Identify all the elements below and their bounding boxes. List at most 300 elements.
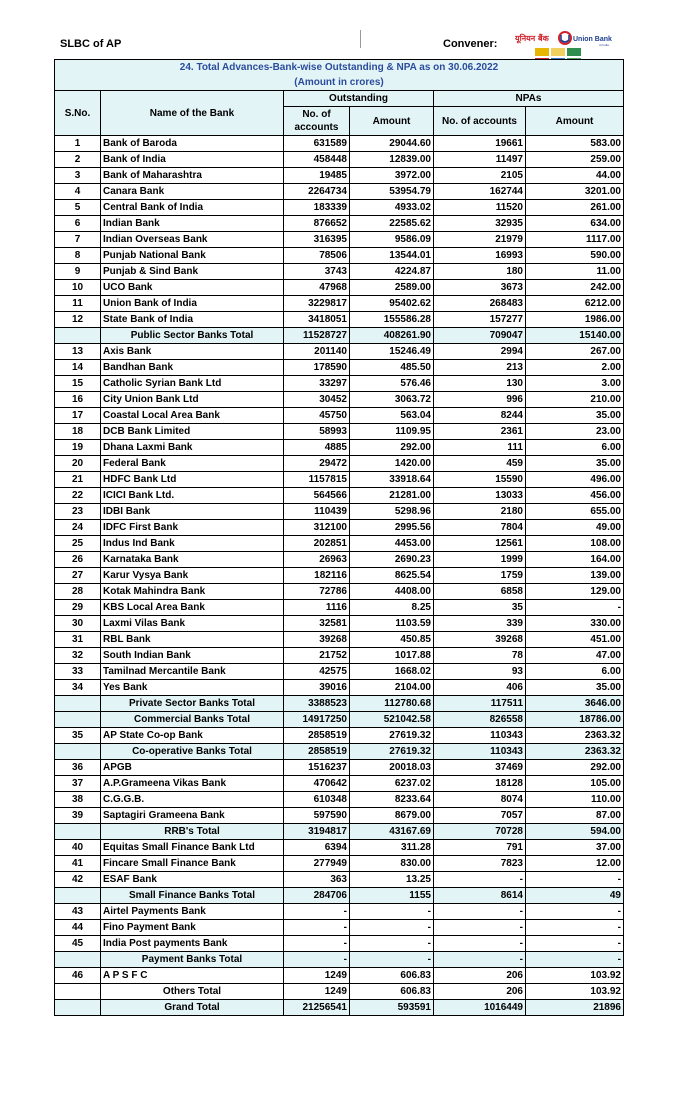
cell-bank-name: Laxmi Vilas Bank [101,616,284,632]
cell-bank-name: Indian Overseas Bank [101,232,284,248]
cell-sno [55,744,101,760]
cell-npa-amount: 103.92 [526,984,624,1000]
cell-npa-amount: 242.00 [526,280,624,296]
cell-sno [55,888,101,904]
cell-npa-accounts: 12561 [434,536,526,552]
cell-accounts: 458448 [284,152,350,168]
table-title-line2: (Amount in crores) [294,77,384,88]
cell-bank-name: KBS Local Area Bank [101,600,284,616]
cell-accounts: 178590 [284,360,350,376]
cell-amount: 485.50 [350,360,434,376]
cell-amount: 606.83 [350,968,434,984]
cell-npa-accounts: 37469 [434,760,526,776]
cell-bank-name: Commercial Banks Total [101,712,284,728]
cell-amount: 830.00 [350,856,434,872]
cell-npa-amount: 87.00 [526,808,624,824]
cell-sno: 2 [55,152,101,168]
cell-npa-amount: 110.00 [526,792,624,808]
cell-bank-name: Punjab & Sind Bank [101,264,284,280]
cell-amount: 20018.03 [350,760,434,776]
cell-npa-accounts: 2361 [434,424,526,440]
cell-npa-accounts: 70728 [434,824,526,840]
cell-npa-amount: 2363.32 [526,744,624,760]
cell-accounts: 597590 [284,808,350,824]
cell-npa-amount: 3646.00 [526,696,624,712]
cell-accounts: 610348 [284,792,350,808]
subtotal-row [55,952,624,968]
table-row [55,856,624,872]
cell-npa-accounts: 162744 [434,184,526,200]
cell-npa-amount: 634.00 [526,216,624,232]
cell-npa-amount: 139.00 [526,568,624,584]
cell-npa-accounts: 206 [434,984,526,1000]
subtotal-row [55,888,624,904]
table-row [55,472,624,488]
cell-bank-name: Grand Total [101,1000,284,1016]
cell-amount: 8.25 [350,600,434,616]
cell-amount: 53954.79 [350,184,434,200]
cell-sno: 10 [55,280,101,296]
cell-accounts: 2858519 [284,744,350,760]
cell-npa-accounts: 7823 [434,856,526,872]
cell-npa-accounts: 213 [434,360,526,376]
cell-bank-name: Others Total [101,984,284,1000]
table-row [55,776,624,792]
cell-npa-accounts: - [434,936,526,952]
cell-npa-amount: 47.00 [526,648,624,664]
cell-bank-name: Union Bank of India [101,296,284,312]
cell-npa-accounts: 826558 [434,712,526,728]
cell-npa-amount: 108.00 [526,536,624,552]
cell-bank-name: Indus Ind Bank [101,536,284,552]
cell-accounts: 3194817 [284,824,350,840]
cell-npa-amount: 590.00 [526,248,624,264]
cell-amount: 1420.00 [350,456,434,472]
cell-sno: 40 [55,840,101,856]
cell-amount: 3063.72 [350,392,434,408]
cell-sno: 39 [55,808,101,824]
cell-npa-amount: 23.00 [526,424,624,440]
cell-sno: 8 [55,248,101,264]
cell-amount: 155586.28 [350,312,434,328]
table-row [55,440,624,456]
table-row [55,312,624,328]
cell-sno: 23 [55,504,101,520]
cell-sno: 22 [55,488,101,504]
col-header-npa-no-accounts: No. of accounts [434,107,526,136]
cell-amount: 1668.02 [350,664,434,680]
cell-sno: 32 [55,648,101,664]
table-title [55,60,624,91]
cell-npa-accounts: 110343 [434,728,526,744]
cell-accounts: 21752 [284,648,350,664]
cell-npa-accounts: 339 [434,616,526,632]
grand-total-row [55,1000,624,1016]
cell-npa-accounts: 6858 [434,584,526,600]
cell-bank-name: Fincare Small Finance Bank [101,856,284,872]
table-row [55,392,624,408]
cell-sno [55,712,101,728]
cell-npa-accounts: 110343 [434,744,526,760]
table-row [55,808,624,824]
cell-sno: 11 [55,296,101,312]
cell-bank-name: Federal Bank [101,456,284,472]
table-row [55,376,624,392]
cell-npa-accounts: 11497 [434,152,526,168]
cell-bank-name: Co-operative Banks Total [101,744,284,760]
cell-amount: 13.25 [350,872,434,888]
cell-npa-accounts: 78 [434,648,526,664]
cell-accounts: 284706 [284,888,350,904]
table-row [55,344,624,360]
cell-bank-name: Kotak Mahindra Bank [101,584,284,600]
cell-npa-accounts: 32935 [434,216,526,232]
cell-npa-amount: 259.00 [526,152,624,168]
cell-amount: 29044.60 [350,136,434,152]
header-convener-label: Convener: [443,38,498,50]
cell-amount: 1109.95 [350,424,434,440]
cell-npa-amount: - [526,904,624,920]
cell-npa-amount: 3.00 [526,376,624,392]
cell-npa-amount: 6.00 [526,440,624,456]
cell-npa-amount: 18786.00 [526,712,624,728]
cell-sno: 4 [55,184,101,200]
cell-bank-name: Public Sector Banks Total [101,328,284,344]
cell-npa-accounts: 8244 [434,408,526,424]
table-row [55,616,624,632]
cell-accounts: 26963 [284,552,350,568]
cell-accounts: 1249 [284,984,350,1000]
col-header-sno: S.No. [55,91,101,136]
cell-sno: 24 [55,520,101,536]
cell-sno [55,824,101,840]
cell-accounts: 45750 [284,408,350,424]
cell-accounts: 33297 [284,376,350,392]
cell-bank-name: C.G.G.B. [101,792,284,808]
table-row [55,584,624,600]
cell-bank-name: Private Sector Banks Total [101,696,284,712]
cell-npa-accounts: 8074 [434,792,526,808]
cell-npa-amount: 655.00 [526,504,624,520]
subtotal-row [55,712,624,728]
table-row [55,936,624,952]
cell-npa-accounts: 15590 [434,472,526,488]
cell-npa-amount: 44.00 [526,168,624,184]
cell-sno: 5 [55,200,101,216]
cell-npa-amount: 11.00 [526,264,624,280]
cell-sno [55,1000,101,1016]
cell-npa-accounts: 3673 [434,280,526,296]
cell-npa-accounts: 268483 [434,296,526,312]
header-divider [360,30,361,48]
cell-accounts: 21256541 [284,1000,350,1016]
cell-npa-accounts: 459 [434,456,526,472]
cell-bank-name: Bank of Maharashtra [101,168,284,184]
cell-npa-amount: 1117.00 [526,232,624,248]
cell-accounts: 4885 [284,440,350,456]
cell-npa-amount: 15140.00 [526,328,624,344]
table-row [55,792,624,808]
cell-accounts: 1516237 [284,760,350,776]
cell-bank-name: India Post payments Bank [101,936,284,952]
cell-npa-amount: 35.00 [526,680,624,696]
cell-amount: 2995.56 [350,520,434,536]
cell-bank-name: Karur Vysya Bank [101,568,284,584]
cell-npa-accounts: 7057 [434,808,526,824]
cell-npa-amount: 49 [526,888,624,904]
cell-amount: 27619.32 [350,744,434,760]
cell-npa-amount: 129.00 [526,584,624,600]
cell-sno: 7 [55,232,101,248]
cell-npa-amount: 583.00 [526,136,624,152]
cell-amount: 5298.96 [350,504,434,520]
table-row [55,264,624,280]
cell-sno: 46 [55,968,101,984]
cell-sno: 19 [55,440,101,456]
cell-bank-name: Catholic Syrian Bank Ltd [101,376,284,392]
cell-npa-accounts: 180 [434,264,526,280]
table-row [55,184,624,200]
table-row [55,680,624,696]
cell-accounts: 14917250 [284,712,350,728]
cell-sno: 15 [55,376,101,392]
cell-amount: 292.00 [350,440,434,456]
cell-bank-name: Punjab National Bank [101,248,284,264]
cell-npa-amount: 21896 [526,1000,624,1016]
cell-npa-accounts: - [434,904,526,920]
cell-accounts: 6394 [284,840,350,856]
cell-accounts: 72786 [284,584,350,600]
cell-amount: 15246.49 [350,344,434,360]
cell-npa-amount: 496.00 [526,472,624,488]
cell-accounts: 3743 [284,264,350,280]
cell-bank-name: IDBI Bank [101,504,284,520]
subtotal-row [55,744,624,760]
table-title-line1: 24. Total Advances-Bank-wise Outstanding & NPA as on 30.06.2022 [179,62,499,73]
cell-amount: 521042.58 [350,712,434,728]
cell-npa-amount: - [526,952,624,968]
cell-sno: 26 [55,552,101,568]
cell-amount: - [350,920,434,936]
table-row [55,904,624,920]
cell-bank-name: Indian Bank [101,216,284,232]
cell-npa-amount: 35.00 [526,456,624,472]
cell-accounts: 3418051 [284,312,350,328]
cell-sno: 17 [55,408,101,424]
cell-bank-name: DCB Bank Limited [101,424,284,440]
cell-sno: 34 [55,680,101,696]
table-row [55,968,624,984]
cell-npa-amount: 456.00 [526,488,624,504]
cell-accounts: 11528727 [284,328,350,344]
table-row [55,248,624,264]
cell-amount: 13544.01 [350,248,434,264]
cell-sno: 38 [55,792,101,808]
cell-npa-amount: 2363.32 [526,728,624,744]
cell-accounts: - [284,920,350,936]
cell-npa-amount: - [526,920,624,936]
cell-accounts: 182116 [284,568,350,584]
cell-bank-name: Axis Bank [101,344,284,360]
cell-npa-amount: 330.00 [526,616,624,632]
cell-npa-accounts: 996 [434,392,526,408]
cell-npa-amount: 49.00 [526,520,624,536]
cell-accounts: - [284,952,350,968]
cell-accounts: 631589 [284,136,350,152]
cell-bank-name: Fino Payment Bank [101,920,284,936]
cell-npa-accounts: 117511 [434,696,526,712]
cell-bank-name: Payment Banks Total [101,952,284,968]
cell-amount: 4408.00 [350,584,434,600]
cell-bank-name: Central Bank of India [101,200,284,216]
table-row [55,152,624,168]
table-row [55,280,624,296]
col-header-no-accounts: No. of accounts [284,107,350,136]
cell-npa-accounts: 111 [434,440,526,456]
cell-bank-name: APGB [101,760,284,776]
cell-npa-amount: 6212.00 [526,296,624,312]
cell-bank-name: City Union Bank Ltd [101,392,284,408]
cell-accounts: 19485 [284,168,350,184]
cell-accounts: 1116 [284,600,350,616]
cell-accounts: - [284,936,350,952]
cell-npa-amount: 451.00 [526,632,624,648]
cell-bank-name: RRB's Total [101,824,284,840]
cell-amount: 4933.02 [350,200,434,216]
cell-sno: 12 [55,312,101,328]
cell-accounts: 78506 [284,248,350,264]
table-row [55,232,624,248]
col-header-outstanding: Outstanding [284,91,434,107]
table-row [55,296,624,312]
cell-npa-accounts: 2180 [434,504,526,520]
advances-npa-table [54,59,624,1016]
cell-accounts: 110439 [284,504,350,520]
cell-npa-amount: 210.00 [526,392,624,408]
cell-amount: 1155 [350,888,434,904]
cell-bank-name: Tamilnad Mercantile Bank [101,664,284,680]
cell-amount: 33918.64 [350,472,434,488]
table-row [55,424,624,440]
cell-accounts: 1157815 [284,472,350,488]
cell-amount: - [350,936,434,952]
cell-sno: 21 [55,472,101,488]
union-bank-emblem-icon [559,32,571,44]
cell-sno: 28 [55,584,101,600]
cell-amount: 22585.62 [350,216,434,232]
cell-accounts: 277949 [284,856,350,872]
table-row [55,520,624,536]
subtotal-row [55,328,624,344]
cell-amount: 2690.23 [350,552,434,568]
cell-amount: 1103.59 [350,616,434,632]
table-row [55,920,624,936]
cell-accounts: 1249 [284,968,350,984]
cell-accounts: 201140 [284,344,350,360]
cell-sno: 35 [55,728,101,744]
cell-npa-accounts: - [434,920,526,936]
cell-bank-name: HDFC Bank Ltd [101,472,284,488]
cell-sno [55,984,101,1000]
cell-sno [55,696,101,712]
cell-bank-name: Bank of Baroda [101,136,284,152]
cell-amount: 4224.87 [350,264,434,280]
cell-bank-name: A P S F C [101,968,284,984]
cell-sno: 31 [55,632,101,648]
cell-bank-name: RBL Bank [101,632,284,648]
cell-sno: 6 [55,216,101,232]
cell-npa-accounts: 2105 [434,168,526,184]
cell-amount: 43167.69 [350,824,434,840]
table-row [55,536,624,552]
cell-bank-name: AP State Co-op Bank [101,728,284,744]
cell-sno: 14 [55,360,101,376]
cell-npa-accounts: 93 [434,664,526,680]
table-row [55,760,624,776]
cell-npa-amount: 12.00 [526,856,624,872]
table-row [55,216,624,232]
table-row [55,200,624,216]
cell-npa-accounts: 206 [434,968,526,984]
cell-npa-amount: 292.00 [526,760,624,776]
cell-amount: 8625.54 [350,568,434,584]
cell-amount: 9586.09 [350,232,434,248]
cell-sno: 13 [55,344,101,360]
cell-accounts: 47968 [284,280,350,296]
cell-npa-accounts: 21979 [434,232,526,248]
table-row [55,840,624,856]
cell-accounts: 183339 [284,200,350,216]
cell-sno: 41 [55,856,101,872]
cell-bank-name: Small Finance Banks Total [101,888,284,904]
cell-amount: 606.83 [350,984,434,1000]
cell-amount: 576.46 [350,376,434,392]
cell-bank-name: UCO Bank [101,280,284,296]
cell-amount: - [350,952,434,968]
cell-npa-accounts: 791 [434,840,526,856]
cell-bank-name: Dhana Laxmi Bank [101,440,284,456]
cell-npa-amount: 1986.00 [526,312,624,328]
col-header-name: Name of the Bank [101,91,284,136]
cell-amount: 1017.88 [350,648,434,664]
cell-npa-amount: 164.00 [526,552,624,568]
cell-sno [55,952,101,968]
cell-npa-accounts: 11520 [434,200,526,216]
cell-bank-name: Karnataka Bank [101,552,284,568]
cell-amount: 6237.02 [350,776,434,792]
subtotal-row [55,696,624,712]
cell-npa-amount: 6.00 [526,664,624,680]
col-header-npas: NPAs [434,91,624,107]
cell-amount: 27619.32 [350,728,434,744]
cell-accounts: 3388523 [284,696,350,712]
cell-sno: 20 [55,456,101,472]
cell-amount: 12839.00 [350,152,434,168]
cell-npa-amount: 2.00 [526,360,624,376]
cell-npa-amount: 37.00 [526,840,624,856]
cell-accounts: 39268 [284,632,350,648]
cell-sno: 42 [55,872,101,888]
table-row [55,648,624,664]
cell-sno: 9 [55,264,101,280]
cell-accounts: 312100 [284,520,350,536]
table-row [55,360,624,376]
cell-accounts: 30452 [284,392,350,408]
table-row [55,664,624,680]
cell-sno: 29 [55,600,101,616]
table-row [55,568,624,584]
cell-sno: 27 [55,568,101,584]
